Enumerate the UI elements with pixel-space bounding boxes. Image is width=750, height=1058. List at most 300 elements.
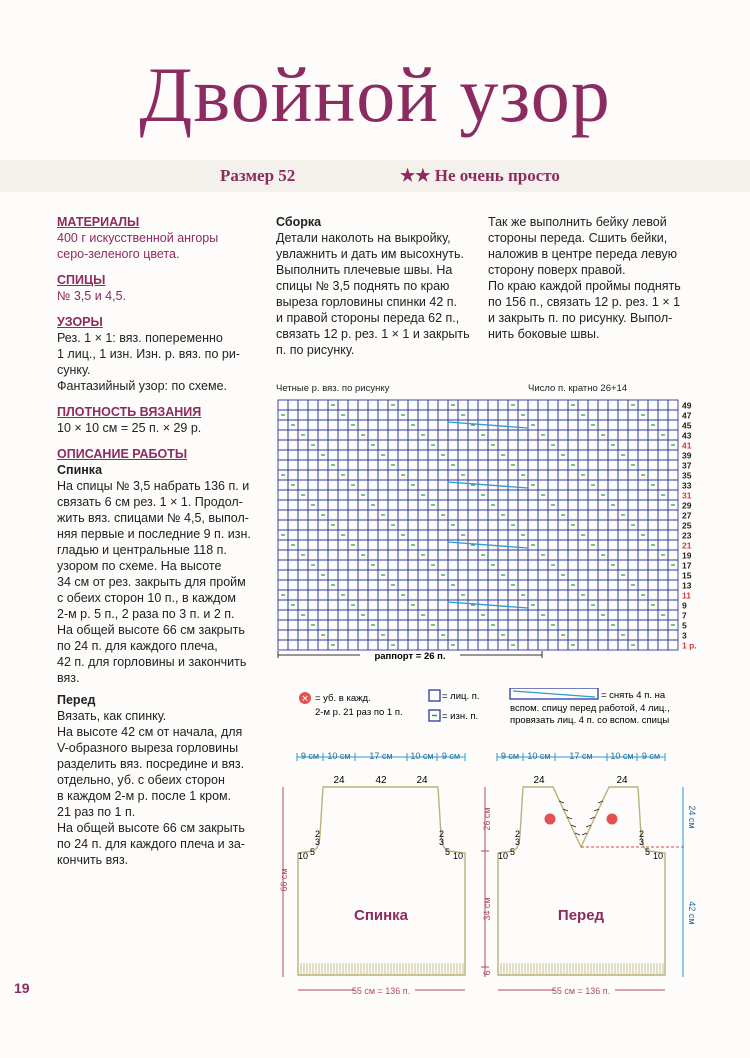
chart-cell (598, 620, 608, 630)
chart-cell (448, 620, 458, 630)
chart-cell (598, 460, 608, 470)
chart-cell (378, 580, 388, 590)
chart-cell (618, 460, 628, 470)
chart-cell (508, 410, 518, 420)
chart-cell (308, 580, 318, 590)
front-line: кончить вяз. (57, 853, 129, 867)
chart-cell (568, 450, 578, 460)
chart-cell (348, 640, 358, 650)
chart-cell (428, 570, 438, 580)
chart-cell (328, 490, 338, 500)
rapport-label: раппорт = 26 п. (374, 651, 446, 662)
chart-cell (328, 510, 338, 520)
chart-cell (508, 530, 518, 540)
chart-cell (348, 450, 358, 460)
chart-cell (358, 470, 368, 480)
front-line: отдельно, уб. с обеих сторон (57, 773, 225, 787)
front-top-dim: 10 см (610, 751, 634, 761)
chart-cell (598, 630, 608, 640)
chart-cell (308, 480, 318, 490)
chart-label-right: Число п. кратно 26+14 (528, 383, 628, 394)
chart-cell (368, 600, 378, 610)
chart-cell (578, 560, 588, 570)
chart-cell (298, 590, 308, 600)
chart-cell (598, 580, 608, 590)
chart-cell (558, 540, 568, 550)
chart-cell (458, 580, 468, 590)
chart-grid (278, 400, 678, 650)
chart-cell (408, 400, 418, 410)
chart-cell (358, 570, 368, 580)
chart-cell (568, 630, 578, 640)
back-outline (298, 787, 465, 975)
chart-cell (558, 500, 568, 510)
chart-cell (618, 430, 628, 440)
chart-cell (428, 480, 438, 490)
chart-cell (388, 430, 398, 440)
chart-cell (598, 400, 608, 410)
chart-cell (298, 480, 308, 490)
chart-cell (478, 450, 488, 460)
chart-cell (648, 400, 658, 410)
chart-cell (518, 450, 528, 460)
chart-cell (538, 410, 548, 420)
chart-cell (628, 500, 638, 510)
chart-cell (448, 630, 458, 640)
chart-cell (318, 440, 328, 450)
chart-cell (298, 560, 308, 570)
chart-cell (618, 440, 628, 450)
assembly-line: спицы № 3,5 поднять по краю (276, 279, 450, 293)
front-bottom: 55 см = 136 п. (551, 986, 611, 996)
chart-cell (468, 570, 478, 580)
chart-cell (538, 400, 548, 410)
chart-row-label: 17 (682, 560, 692, 571)
chart-cell (308, 570, 318, 580)
chart-cell (408, 530, 418, 540)
chart-cell (358, 640, 368, 650)
chart-cell (598, 410, 608, 420)
chart-cell (628, 410, 638, 420)
chart-cell (668, 600, 678, 610)
chart-cell (278, 500, 288, 510)
chart-cell (648, 640, 658, 650)
chart-cell (508, 630, 518, 640)
chart-cell (618, 580, 628, 590)
chart-cell (338, 430, 348, 440)
back-line: На спицы № 3,5 набрать 136 п. и (57, 479, 250, 493)
chart-cell (448, 450, 458, 460)
chart-cell (628, 610, 638, 620)
finishing-line: стороны переда. Сшить бейки, (488, 231, 668, 245)
chart-cell (428, 520, 438, 530)
chart-cell (378, 440, 388, 450)
chart-cell (588, 520, 598, 530)
chart-cell (278, 400, 288, 410)
chart-cell (608, 540, 618, 550)
chart-cell (308, 470, 318, 480)
chart-cell (468, 490, 478, 500)
chart-cell (598, 500, 608, 510)
description-heading: ОПИСАНИЕ РАБОТЫ (57, 447, 188, 461)
chart-cell (328, 480, 338, 490)
chart-cell (578, 610, 588, 620)
chart-cell (608, 410, 618, 420)
chart-cell (588, 460, 598, 470)
chart-cell (658, 540, 668, 550)
chart-cell (518, 460, 528, 470)
chart-row-labels (682, 401, 697, 651)
chart-cell (338, 640, 348, 650)
chart-cell (348, 440, 358, 450)
chart-cell (348, 620, 358, 630)
chart-cell (308, 460, 318, 470)
chart-cell (458, 520, 468, 530)
chart-cell (578, 420, 588, 430)
chart-cell (528, 460, 538, 470)
chart-cell (608, 640, 618, 650)
chart-cell (538, 520, 548, 530)
chart-cell (498, 480, 508, 490)
chart-cell (648, 510, 658, 520)
chart-cell (288, 440, 298, 450)
chart-cell (548, 600, 558, 610)
chart-cell (518, 430, 528, 440)
chart-cell (628, 510, 638, 520)
chart-cell (608, 430, 618, 440)
chart-cell (608, 610, 618, 620)
chart-cell (318, 400, 328, 410)
chart-cell (478, 580, 488, 590)
chart-cell (448, 470, 458, 480)
chart-cell (548, 610, 558, 620)
chart-cell (598, 440, 608, 450)
chart-cell (668, 630, 678, 640)
chart-cell (438, 400, 448, 410)
chart-cell (308, 430, 318, 440)
chart-cell (318, 500, 328, 510)
chart-cell (438, 590, 448, 600)
chart-cell (558, 480, 568, 490)
chart-cell (568, 440, 578, 450)
chart-cell (548, 460, 558, 470)
chart-cell (328, 620, 338, 630)
chart-cell (358, 590, 368, 600)
front-h34: 34 см (482, 897, 492, 921)
chart-cell (608, 590, 618, 600)
chart-cell (658, 440, 668, 450)
front-h42: 42 см (687, 901, 697, 925)
chart-cell (648, 530, 658, 540)
legend-knit: = лиц. п. (442, 691, 480, 702)
chart-cell (528, 590, 538, 600)
chart-cell (298, 530, 308, 540)
chart-cell (448, 570, 458, 580)
chart-cell (588, 470, 598, 480)
chart-cell (598, 590, 608, 600)
chart-cell (398, 560, 408, 570)
chart-cell (278, 610, 288, 620)
chart-cell (618, 550, 628, 560)
chart-cell (608, 510, 618, 520)
chart-cell (378, 460, 388, 470)
front-line: разделить вяз. посредине и вяз. (57, 757, 245, 771)
chart-cell (658, 470, 668, 480)
front-line: На высоте 42 см от начала, для (57, 725, 243, 739)
assembly-heading: Сборка (276, 215, 322, 229)
chart-cell (618, 420, 628, 430)
chart-cell (668, 490, 678, 500)
back-line: 2-м р. 5 п., 2 раза по 3 п. и 2 п. (57, 607, 235, 621)
chart-cell (628, 440, 638, 450)
chart-cell (548, 430, 558, 440)
chart-cell (608, 530, 618, 540)
patterns-line: Рез. 1 × 1: вяз. попеременно (57, 331, 223, 345)
chart-cell (298, 520, 308, 530)
chart-cell (418, 460, 428, 470)
chart-cell (438, 560, 448, 570)
chart-cell (518, 560, 528, 570)
chart-cell (618, 410, 628, 420)
chart-cell (598, 510, 608, 520)
chart-cell (538, 540, 548, 550)
chart-cell (658, 640, 668, 650)
chart-cell (418, 400, 428, 410)
chart-cell (438, 410, 448, 420)
chart-cell (328, 470, 338, 480)
chart-cell (528, 410, 538, 420)
chart-cell (558, 490, 568, 500)
chart-cell (358, 400, 368, 410)
chart-cell (398, 510, 408, 520)
chart-cell (288, 630, 298, 640)
chart-cell (358, 450, 368, 460)
chart-cell (548, 550, 558, 560)
chart-cell (478, 510, 488, 520)
assembly-line: Выполнить плечевые швы. На (276, 263, 453, 277)
chart-cell (358, 520, 368, 530)
chart-cell (448, 440, 458, 450)
chart-cell (418, 630, 428, 640)
chart-cell (278, 480, 288, 490)
chart-cell (548, 510, 558, 520)
chart-cell (638, 490, 648, 500)
chart-row-label: 7 (682, 610, 687, 621)
chart-cell (378, 550, 388, 560)
legend-cable-2: вспом. спицу перед работой, 4 лиц., (510, 703, 670, 714)
chart-cell (308, 600, 318, 610)
chart-cell (618, 400, 628, 410)
chart-cell (338, 550, 348, 560)
chart-row-label: 43 (682, 430, 692, 441)
chart-cell (288, 580, 298, 590)
chart-cell (658, 420, 668, 430)
chart-cell (648, 520, 658, 530)
chart-cell (528, 570, 538, 580)
chart-cell (368, 400, 378, 410)
chart-cell (278, 560, 288, 570)
chart-cell (448, 510, 458, 520)
schematics (275, 745, 705, 1010)
chart-cell (588, 510, 598, 520)
front-line: Вязать, как спинку. (57, 709, 167, 723)
chart-cell (438, 420, 448, 430)
chart-cell (488, 520, 498, 530)
chart-cell (398, 520, 408, 530)
chart-cell (368, 550, 378, 560)
chart-cell (628, 420, 638, 430)
chart-cell (358, 530, 368, 540)
chart-cell (388, 440, 398, 450)
chart-cell (428, 540, 438, 550)
chart-cell (588, 400, 598, 410)
chart-cell (378, 590, 388, 600)
needles-heading: СПИЦЫ (57, 273, 106, 287)
armhole-sts: 5 (309, 847, 315, 857)
chart-cell (348, 570, 358, 580)
chart-cell (608, 580, 618, 590)
chart-cell (588, 430, 598, 440)
chart-cell (348, 460, 358, 470)
chart-cell (378, 620, 388, 630)
chart-cell (288, 470, 298, 480)
chart-cell (388, 620, 398, 630)
chart-cell (438, 540, 448, 550)
column-finishing (488, 214, 698, 342)
chart-cell (388, 550, 398, 560)
chart-cell (368, 480, 378, 490)
chart-cell (378, 540, 388, 550)
chart-cell (278, 550, 288, 560)
chart-cell (428, 600, 438, 610)
chart-cell (358, 510, 368, 520)
chart-cell (638, 580, 648, 590)
chart-cell (298, 580, 308, 590)
chart-cell (338, 450, 348, 460)
chart-cell (298, 500, 308, 510)
chart-cell (428, 430, 438, 440)
chart-cell (298, 620, 308, 630)
chart-cell (548, 400, 558, 410)
chart-cell (558, 550, 568, 560)
chart-cell (628, 540, 638, 550)
chart-cell (308, 550, 318, 560)
chart-cell (618, 590, 628, 600)
chart-cell (558, 440, 568, 450)
chart-cell (588, 490, 598, 500)
chart-cell (338, 510, 348, 520)
chart-row-label: 41 (682, 440, 692, 451)
chart-cell (428, 640, 438, 650)
armhole-sts: 10 (653, 851, 664, 861)
chart-cell (378, 410, 388, 420)
chart-cell (318, 640, 328, 650)
chart-cell (518, 490, 528, 500)
chart-cell (508, 420, 518, 430)
chart-cell (578, 570, 588, 580)
chart-cell (638, 620, 648, 630)
chart-cell (338, 610, 348, 620)
chart-cell (618, 610, 628, 620)
chart-row-label: 27 (682, 510, 692, 521)
chart-cell (478, 500, 488, 510)
chart-cell (348, 520, 358, 530)
chart-cell (598, 560, 608, 570)
finishing-line: и закрыть п. по рисунку. Выпол- (488, 311, 673, 325)
chart-cell (568, 500, 578, 510)
chart-cell (538, 560, 548, 570)
chart-cell (618, 520, 628, 530)
chart-cell (568, 560, 578, 570)
chart-cell (568, 570, 578, 580)
chart-cell (418, 570, 428, 580)
chart-cell (548, 450, 558, 460)
chart-cell (638, 450, 648, 460)
chart-cell (478, 530, 488, 540)
chart-cell (638, 500, 648, 510)
chart-cell (638, 630, 648, 640)
header-band (0, 160, 750, 192)
chart-cell (528, 550, 538, 560)
chart-cell (478, 620, 488, 630)
front-h24: 24 см (687, 805, 697, 829)
front-line: в каждом 2-м р. после 1 кром. (57, 789, 232, 803)
chart-cell (288, 490, 298, 500)
chart-cell (298, 420, 308, 430)
chart-cell (618, 640, 628, 650)
chart-cell (418, 480, 428, 490)
chart-cell (478, 640, 488, 650)
chart-cell (468, 510, 478, 520)
chart-cell (318, 470, 328, 480)
chart-cell (398, 460, 408, 470)
chart-cell (648, 550, 658, 560)
chart-cell (468, 590, 478, 600)
chart-cell (558, 430, 568, 440)
chart-cell (328, 560, 338, 570)
chart-cell (558, 420, 568, 430)
chart-cell (418, 560, 428, 570)
assembly-line: выреза горловины спинки 42 п. (276, 295, 457, 309)
chart-cell (408, 410, 418, 420)
chart-cell (398, 640, 408, 650)
chart-cell (618, 480, 628, 490)
chart-cell (468, 610, 478, 620)
chart-cell (628, 470, 638, 480)
chart-cell (608, 600, 618, 610)
legend-decrease-2: 2-м р. 21 раз по 1 п. (315, 707, 403, 718)
chart-cell (438, 580, 448, 590)
armhole-sts: 2 (439, 829, 445, 839)
chart-cell (498, 460, 508, 470)
back-top-dim: 10 см (410, 751, 434, 761)
chart-cell (278, 520, 288, 530)
chart-cell (498, 590, 508, 600)
chart-cell (458, 440, 468, 450)
chart-cell (668, 400, 678, 410)
chart-cell (388, 560, 398, 570)
chart-cell (498, 560, 508, 570)
chart-cell (308, 400, 318, 410)
chart-cell (348, 550, 358, 560)
chart-cell (388, 510, 398, 520)
chart-cell (278, 450, 288, 460)
chart-cell (318, 540, 328, 550)
front-top-dim: 10 см (527, 751, 551, 761)
back-top-dim: 10 см (327, 751, 351, 761)
chart-cell (618, 530, 628, 540)
chart-cell (568, 600, 578, 610)
